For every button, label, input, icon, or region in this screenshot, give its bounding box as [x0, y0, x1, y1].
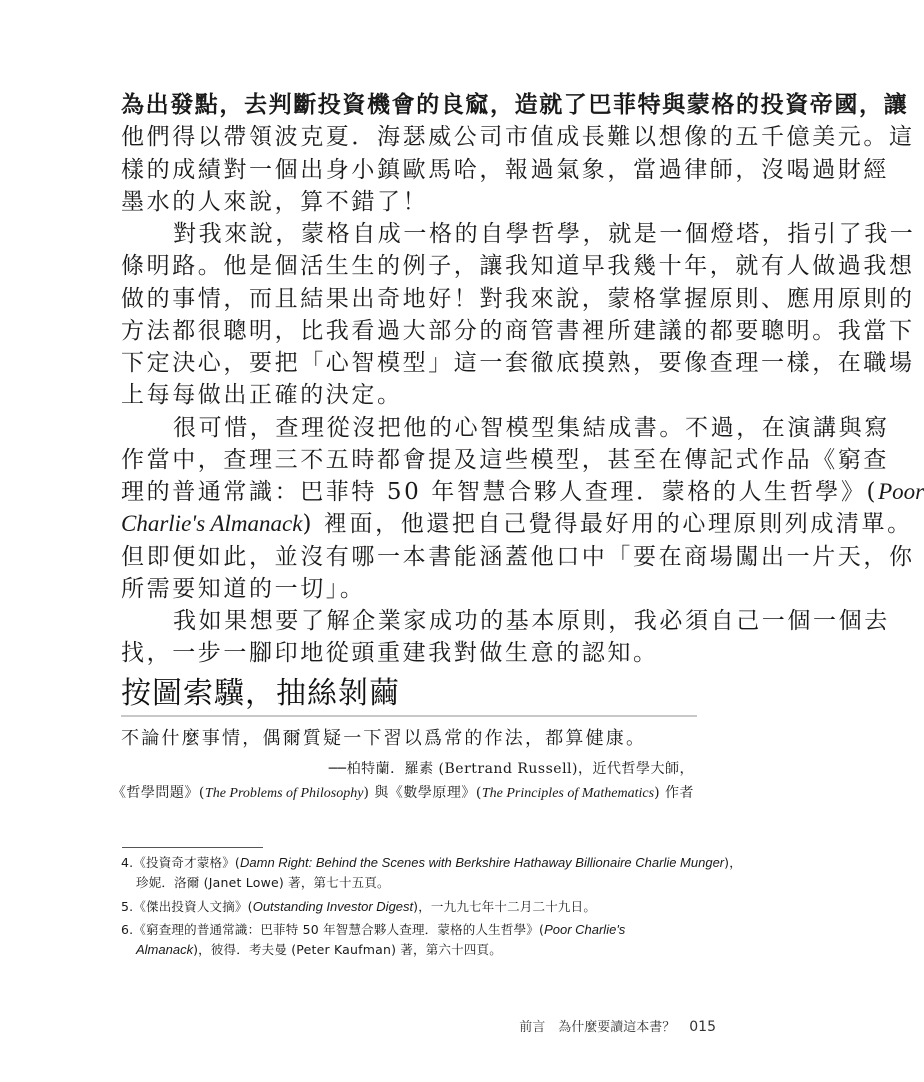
book-title-italic: The Problems of Philosophy [204, 786, 364, 801]
text-span: 理的普通常識：巴菲特 50 年智慧合夥人查理．蒙格的人生哲學》( [121, 479, 879, 505]
heading-rule [121, 715, 697, 717]
book-title-italic: Damn Right: Behind the Scenes with Berkshire Hathaway Billionaire Charlie Munger [240, 855, 725, 870]
text-span: ) 裡面，他還把自己覺得最好用的心理原則列成清單。 [302, 511, 913, 537]
paragraph-line [121, 476, 924, 508]
text-span: ) 作者 [654, 785, 694, 801]
text-span: 《哲學問題》( [111, 785, 205, 801]
paragraph-line: 上每每做出正確的決定。 [121, 382, 403, 408]
running-title: 前言 為什麼要讀這本書？ [519, 1020, 676, 1035]
paragraph-line [121, 508, 913, 540]
book-title-italic: Poor Charlie's [544, 922, 626, 937]
paragraph-line: 墨水的人來說，算不錯了！ [121, 189, 429, 215]
book-title-italic: Charlie's Almanack [121, 511, 303, 536]
text-span: )， [724, 855, 742, 870]
paragraph-line: 作當中，查理三不五時都會提及這些模型，甚至在傳記式作品《窮查 [121, 447, 889, 473]
footnote-5 [121, 897, 596, 916]
page-number: 015 [689, 1019, 716, 1035]
paragraph-line: 做的事情，而且結果出奇地好！對我來說，蒙格掌握原則、應用原則的 [121, 286, 915, 312]
text-span: )，彼得．考夫曼 (Peter Kaufman) 著，第六十四頁。 [193, 942, 502, 957]
text-span: )，一九九七年十二月二十九日。 [413, 899, 597, 914]
paragraph-line: 但即便如此，並沒有哪一本書能涵蓋他口中「要在商場闖出一片天，你 [121, 544, 915, 570]
book-title-italic: Outstanding Investor Digest [252, 899, 414, 914]
paragraph-line: 下定決心，要把「心智模型」這一套徹底摸熟，要像查理一樣，在職場 [121, 350, 915, 376]
text-span: 5.《傑出投資人文摘》( [121, 899, 253, 914]
book-title-italic: The Principles of Mathematics [481, 786, 655, 801]
footnote-4-cont: 珍妮．洛爾 (Janet Lowe) 著，第七十五頁。 [136, 875, 390, 890]
footnote-separator [122, 847, 263, 848]
page-footer [519, 1016, 716, 1035]
book-title-italic: Poor [878, 479, 924, 504]
book-title-italic: Almanack [136, 942, 194, 957]
paragraph-line: 條明路。他是個活生生的例子，讓我知道早我幾十年，就有人做過我想 [121, 253, 915, 279]
text-span: 4.《投資奇才蒙格》( [121, 855, 241, 870]
section-heading: 按圖索驥，抽絲剝繭 [121, 676, 400, 711]
footnote-6 [121, 920, 625, 939]
footnote-6-cont [136, 940, 502, 959]
epigraph-attribution: ──柏特蘭．羅素 (Bertrand Russell)，近代哲學大師， [328, 761, 694, 777]
footnote-4 [121, 853, 742, 872]
paragraph-line: 他們得以帶領波克夏．海瑟威公司市值成長難以想像的五千億美元。這 [121, 124, 915, 150]
text-span: ) 與《數學原理》( [363, 785, 482, 801]
epigraph-attribution-works [112, 782, 694, 805]
paragraph-line: 對我來說，蒙格自成一格的自學哲學，就是一個燈塔，指引了我一 [173, 221, 916, 247]
paragraph-line: 樣的成績對一個出身小鎮歐馬哈，報過氣象，當過律師，沒喝過財經 [121, 157, 889, 183]
paragraph-line: 找，一步一腳印地從頭重建我對做生意的認知。 [121, 640, 659, 666]
paragraph-line: 為出發點，去判斷投資機會的良窳，造就了巴菲特與蒙格的投資帝國，讓 [121, 92, 909, 118]
paragraph-line: 所需要知道的一切」。 [121, 576, 366, 602]
paragraph-line: 我如果想要了解企業家成功的基本原則，我必須自己一個一個去 [173, 608, 890, 634]
paragraph-line: 很可惜，查理從沒把他的心智模型集結成書。不過，在演講與寫 [173, 415, 890, 441]
text-span: 6.《窮查理的普通常識：巴菲特 50 年智慧合夥人查理．蒙格的人生哲學》( [121, 922, 545, 937]
paragraph-line: 方法都很聰明，比我看過大部分的商管書裡所建議的都要聰明。我當下 [121, 318, 915, 344]
epigraph-quote: 不論什麼事情，偶爾質疑一下習以爲常的作法，都算健康。 [121, 728, 647, 749]
